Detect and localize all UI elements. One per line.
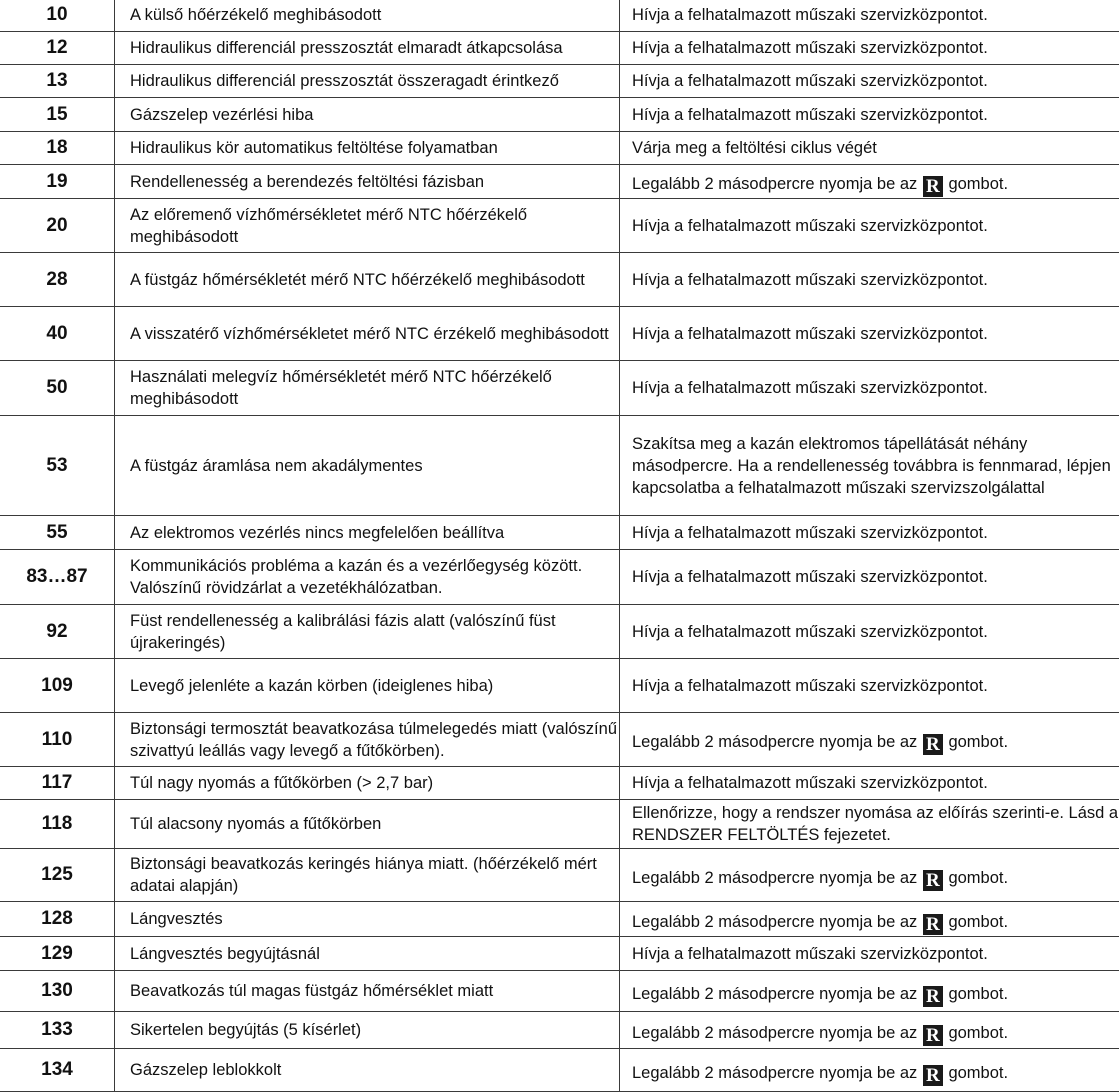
error-description: Gázszelep leblokkolt — [115, 1049, 620, 1092]
error-action: Hívja a felhatalmazott műszaki szervizközpontot. — [620, 550, 1119, 605]
error-action — [620, 713, 1119, 767]
table-row — [0, 800, 1119, 849]
action-text-suffix: gombot. — [948, 913, 1008, 931]
action-text-suffix: gombot. — [948, 985, 1008, 1003]
action-text: Legalább 2 másodpercre nyomja be az — [632, 733, 917, 751]
error-description: A külső hőérzékelő meghibásodott — [115, 0, 620, 32]
error-code: 92 — [0, 605, 115, 659]
error-action: Hívja a felhatalmazott műszaki szervizközpontot. — [620, 937, 1119, 971]
error-description: Hidraulikus differenciál presszosztát elmaradt átkapcsolása — [115, 32, 620, 65]
error-action — [620, 1049, 1119, 1092]
error-description: Sikertelen begyújtás (5 kísérlet) — [115, 1012, 620, 1049]
error-action: Hívja a felhatalmazott műszaki szervizközpontot. — [620, 307, 1119, 361]
table-row — [0, 1012, 1119, 1049]
table-row — [0, 132, 1119, 165]
error-description: Lángvesztés begyújtásnál — [115, 937, 620, 971]
table-row — [0, 971, 1119, 1012]
error-action: Hívja a felhatalmazott műszaki szervizközpontot. — [620, 253, 1119, 307]
error-description: Hidraulikus kör automatikus feltöltése folyamatban — [115, 132, 620, 165]
error-action: Hívja a felhatalmazott műszaki szervizközpontot. — [620, 0, 1119, 32]
error-description: Kommunikációs probléma a kazán és a vezérlőegység között. Valószínű rövidzárlat a vezetékhálózatban. — [115, 550, 620, 605]
table-row — [0, 849, 1119, 902]
action-text-suffix: gombot. — [948, 1024, 1008, 1042]
error-action: Hívja a felhatalmazott műszaki szervizközpontot. — [620, 65, 1119, 98]
error-action: Ellenőrizze, hogy a rendszer nyomása az előírás szerinti-e. Lásd a RENDSZER FELTÖLTÉS fejezetet. — [620, 800, 1119, 849]
table-row — [0, 767, 1119, 800]
error-action: Hívja a felhatalmazott műszaki szervizközpontot. — [620, 767, 1119, 800]
error-code: 110 — [0, 713, 115, 767]
error-action: Hívja a felhatalmazott műszaki szervizközpontot. — [620, 361, 1119, 416]
table-row — [0, 165, 1119, 199]
error-code: 18 — [0, 132, 115, 165]
table-row — [0, 550, 1119, 605]
table-row — [0, 199, 1119, 253]
table-row — [0, 307, 1119, 361]
error-code: 117 — [0, 767, 115, 800]
action-text: Legalább 2 másodpercre nyomja be az — [632, 175, 917, 193]
table-row — [0, 65, 1119, 98]
error-action — [620, 849, 1119, 902]
table-row — [0, 253, 1119, 307]
table-row — [0, 0, 1119, 32]
error-description: Beavatkozás túl magas füstgáz hőmérséklet miatt — [115, 971, 620, 1012]
table-row — [0, 713, 1119, 767]
error-description: Lángvesztés — [115, 902, 620, 937]
table-row — [0, 902, 1119, 937]
error-code: 109 — [0, 659, 115, 713]
error-description: A füstgáz áramlása nem akadálymentes — [115, 416, 620, 516]
error-action — [620, 165, 1119, 199]
error-description: Használati melegvíz hőmérsékletét mérő NTC hőérzékelő meghibásodott — [115, 361, 620, 416]
reset-button-icon: R — [923, 870, 943, 891]
error-description: Gázszelep vezérlési hiba — [115, 98, 620, 132]
error-code: 28 — [0, 253, 115, 307]
error-code: 133 — [0, 1012, 115, 1049]
error-action: Hívja a felhatalmazott műszaki szervizközpontot. — [620, 98, 1119, 132]
error-code: 134 — [0, 1049, 115, 1092]
error-action — [620, 902, 1119, 937]
action-text: Legalább 2 másodpercre nyomja be az — [632, 869, 917, 887]
table-row — [0, 605, 1119, 659]
error-description: Az elektromos vezérlés nincs megfelelően beállítva — [115, 516, 620, 550]
error-action: Hívja a felhatalmazott műszaki szervizközpontot. — [620, 605, 1119, 659]
error-code: 118 — [0, 800, 115, 849]
reset-button-icon: R — [923, 176, 943, 197]
action-text-suffix: gombot. — [948, 733, 1008, 751]
error-action: Hívja a felhatalmazott műszaki szervizközpontot. — [620, 32, 1119, 65]
reset-button-icon: R — [923, 734, 943, 755]
error-action: Hívja a felhatalmazott műszaki szervizközpontot. — [620, 516, 1119, 550]
action-text: Legalább 2 másodpercre nyomja be az — [632, 985, 917, 1003]
error-action — [620, 971, 1119, 1012]
error-code: 12 — [0, 32, 115, 65]
error-description: Levegő jelenléte a kazán körben (ideiglenes hiba) — [115, 659, 620, 713]
table-row — [0, 937, 1119, 971]
table-row — [0, 98, 1119, 132]
error-description: Rendellenesség a berendezés feltöltési fázisban — [115, 165, 620, 199]
reset-button-icon: R — [923, 1065, 943, 1086]
error-code: 128 — [0, 902, 115, 937]
action-text-suffix: gombot. — [948, 869, 1008, 887]
error-action — [620, 1012, 1119, 1049]
error-code: 13 — [0, 65, 115, 98]
action-text: Legalább 2 másodpercre nyomja be az — [632, 913, 917, 931]
error-action: Hívja a felhatalmazott műszaki szervizközpontot. — [620, 199, 1119, 253]
error-description: Az előremenő vízhőmérsékletet mérő NTC hőérzékelő meghibásodott — [115, 199, 620, 253]
reset-button-icon: R — [923, 914, 943, 935]
error-action: Hívja a felhatalmazott műszaki szervizközpontot. — [620, 659, 1119, 713]
reset-button-icon: R — [923, 1025, 943, 1046]
error-code: 125 — [0, 849, 115, 902]
table-row — [0, 1049, 1119, 1092]
action-text: Legalább 2 másodpercre nyomja be az — [632, 1064, 917, 1082]
error-code: 19 — [0, 165, 115, 199]
error-description: Biztonsági beavatkozás keringés hiánya miatt. (hőérzékelő mért adatai alapján) — [115, 849, 620, 902]
error-description: A füstgáz hőmérsékletét mérő NTC hőérzékelő meghibásodott — [115, 253, 620, 307]
table-row — [0, 659, 1119, 713]
error-description: Biztonsági termosztát beavatkozása túlmelegedés miatt (valószínű szivattyú leállás vagy levegő a fűtőkörben). — [115, 713, 620, 767]
error-code: 15 — [0, 98, 115, 132]
error-description: Túl alacsony nyomás a fűtőkörben — [115, 800, 620, 849]
error-code: 83…87 — [0, 550, 115, 605]
error-code: 20 — [0, 199, 115, 253]
table-row — [0, 32, 1119, 65]
error-action: Várja meg a feltöltési ciklus végét — [620, 132, 1119, 165]
table-row — [0, 516, 1119, 550]
error-code: 130 — [0, 971, 115, 1012]
table-row — [0, 361, 1119, 416]
error-action: Szakítsa meg a kazán elektromos tápellátását néhány másodpercre. Ha a rendellenesség továbbra is fennmarad, lépjen kapcsolatba a felhatalmazott műszaki szervizszolgálattal — [620, 416, 1119, 516]
error-code: 50 — [0, 361, 115, 416]
error-code: 10 — [0, 0, 115, 32]
table-row — [0, 416, 1119, 516]
error-code: 53 — [0, 416, 115, 516]
action-text-suffix: gombot. — [948, 1064, 1008, 1082]
error-description: Füst rendellenesség a kalibrálási fázis alatt (valószínű füst újrakeringés) — [115, 605, 620, 659]
error-description: A visszatérő vízhőmérsékletet mérő NTC érzékelő meghibásodott — [115, 307, 620, 361]
action-text: Legalább 2 másodpercre nyomja be az — [632, 1024, 917, 1042]
error-description: Túl nagy nyomás a fűtőkörben (> 2,7 bar) — [115, 767, 620, 800]
error-code: 55 — [0, 516, 115, 550]
reset-button-icon: R — [923, 986, 943, 1007]
error-code: 129 — [0, 937, 115, 971]
error-description: Hidraulikus differenciál presszosztát összeragadt érintkező — [115, 65, 620, 98]
error-code: 40 — [0, 307, 115, 361]
action-text-suffix: gombot. — [948, 175, 1008, 193]
